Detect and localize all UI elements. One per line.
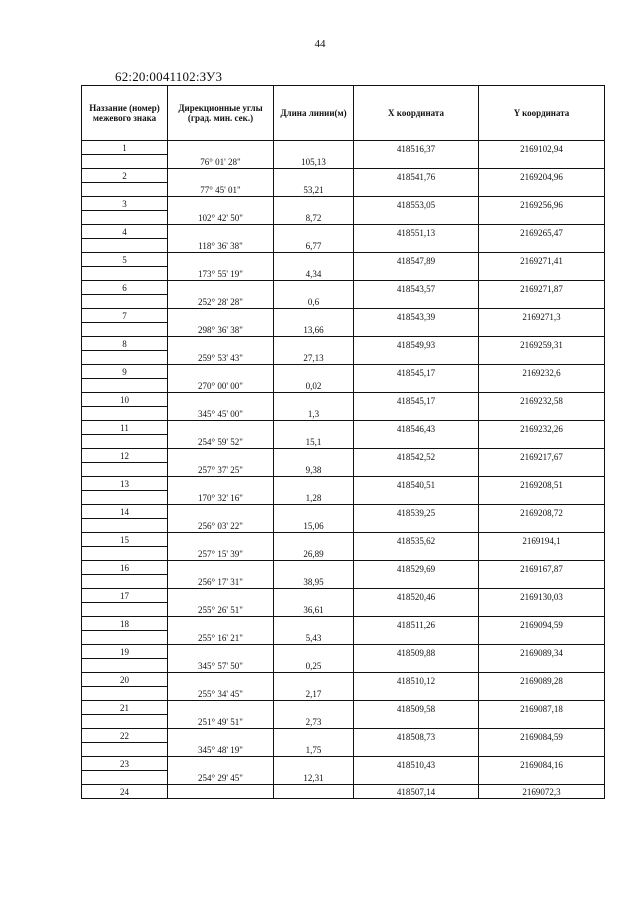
point-row	[82, 589, 605, 603]
segment-row	[82, 547, 605, 561]
segment-row	[82, 295, 605, 309]
empty-cell	[354, 603, 479, 617]
point-x-coordinate: 418549,93	[354, 337, 479, 351]
point-y-coordinate: 2169232,58	[479, 393, 605, 407]
segment-row	[82, 379, 605, 393]
segment-length: 0,25	[274, 659, 354, 673]
empty-cell	[82, 239, 168, 253]
point-x-coordinate: 418543,57	[354, 281, 479, 295]
point-y-coordinate: 2169084,16	[479, 757, 605, 771]
empty-cell	[354, 295, 479, 309]
point-y-coordinate: 2169089,34	[479, 645, 605, 659]
segment-direction-angle: 257° 15' 39"	[168, 547, 274, 561]
empty-cell	[274, 169, 354, 183]
empty-cell	[479, 519, 605, 533]
plot-cadastral-id: 62:20:0041102:ЗУ3	[115, 69, 223, 84]
point-x-coordinate: 418540,51	[354, 477, 479, 491]
segment-length: 1,75	[274, 743, 354, 757]
segment-length: 0,6	[274, 295, 354, 309]
segment-direction-angle: 251° 49' 51"	[168, 715, 274, 729]
empty-cell	[82, 715, 168, 729]
empty-cell	[274, 337, 354, 351]
point-y-coordinate: 2169217,67	[479, 449, 605, 463]
point-row	[82, 673, 605, 687]
segment-length: 2,17	[274, 687, 354, 701]
header-direction-angle: Дирекционные углы (град. мин. сек.)	[168, 86, 274, 141]
empty-cell	[274, 785, 354, 799]
empty-cell	[479, 603, 605, 617]
empty-cell	[354, 743, 479, 757]
empty-cell	[354, 547, 479, 561]
point-y-coordinate: 2169089,28	[479, 673, 605, 687]
empty-cell	[168, 561, 274, 575]
point-row	[82, 253, 605, 267]
empty-cell	[274, 393, 354, 407]
point-x-coordinate: 418529,69	[354, 561, 479, 575]
point-x-coordinate: 418543,39	[354, 309, 479, 323]
segment-row	[82, 183, 605, 197]
point-number: 7	[82, 309, 168, 323]
point-row	[82, 757, 605, 771]
empty-cell	[168, 365, 274, 379]
empty-cell	[82, 407, 168, 421]
point-row	[82, 281, 605, 295]
point-y-coordinate: 2169208,72	[479, 505, 605, 519]
empty-cell	[354, 379, 479, 393]
point-y-coordinate: 2169072,3	[479, 785, 605, 799]
segment-direction-angle: 345° 48' 19"	[168, 743, 274, 757]
empty-cell	[354, 239, 479, 253]
empty-cell	[82, 519, 168, 533]
point-number: 17	[82, 589, 168, 603]
empty-cell	[82, 575, 168, 589]
empty-cell	[274, 141, 354, 155]
point-row	[82, 393, 605, 407]
empty-cell	[168, 757, 274, 771]
empty-cell	[274, 281, 354, 295]
empty-cell	[274, 197, 354, 211]
segment-direction-angle: 76° 01' 28"	[168, 155, 274, 169]
point-row	[82, 365, 605, 379]
point-number: 3	[82, 197, 168, 211]
page-number: 44	[314, 38, 326, 50]
point-y-coordinate: 2169271,87	[479, 281, 605, 295]
segment-row	[82, 463, 605, 477]
empty-cell	[274, 225, 354, 239]
empty-cell	[168, 197, 274, 211]
point-row	[82, 197, 605, 211]
point-x-coordinate: 418511,26	[354, 617, 479, 631]
segment-length: 13,66	[274, 323, 354, 337]
point-number: 20	[82, 673, 168, 687]
segment-row	[82, 211, 605, 225]
empty-cell	[274, 505, 354, 519]
segment-direction-angle: 252° 28' 28"	[168, 295, 274, 309]
point-x-coordinate: 418545,17	[354, 365, 479, 379]
empty-cell	[479, 631, 605, 645]
empty-cell	[82, 771, 168, 785]
segment-row	[82, 743, 605, 757]
empty-cell	[274, 701, 354, 715]
empty-cell	[82, 351, 168, 365]
empty-cell	[274, 757, 354, 771]
empty-cell	[274, 365, 354, 379]
empty-cell	[479, 155, 605, 169]
point-x-coordinate: 418547,89	[354, 253, 479, 267]
segment-row	[82, 155, 605, 169]
empty-cell	[274, 617, 354, 631]
empty-cell	[479, 407, 605, 421]
point-row	[82, 729, 605, 743]
point-x-coordinate: 418545,17	[354, 393, 479, 407]
empty-cell	[354, 267, 479, 281]
segment-length: 105,13	[274, 155, 354, 169]
segment-row	[82, 351, 605, 365]
segment-direction-angle: 255° 16' 21"	[168, 631, 274, 645]
segment-direction-angle: 102° 42' 50"	[168, 211, 274, 225]
segment-direction-angle: 255° 26' 51"	[168, 603, 274, 617]
point-y-coordinate: 2169167,87	[479, 561, 605, 575]
empty-cell	[274, 645, 354, 659]
point-x-coordinate: 418509,58	[354, 701, 479, 715]
point-number: 8	[82, 337, 168, 351]
empty-cell	[479, 687, 605, 701]
point-y-coordinate: 2169102,94	[479, 141, 605, 155]
point-x-coordinate: 418507,14	[354, 785, 479, 799]
empty-cell	[168, 449, 274, 463]
point-row	[82, 617, 605, 631]
empty-cell	[82, 267, 168, 281]
empty-cell	[354, 687, 479, 701]
segment-direction-angle: 259° 53' 43"	[168, 351, 274, 365]
empty-cell	[274, 421, 354, 435]
segment-direction-angle: 345° 45' 00"	[168, 407, 274, 421]
point-x-coordinate: 418546,43	[354, 421, 479, 435]
empty-cell	[479, 295, 605, 309]
segment-length: 15,06	[274, 519, 354, 533]
empty-cell	[354, 407, 479, 421]
empty-cell	[354, 631, 479, 645]
segment-row	[82, 435, 605, 449]
point-row	[82, 785, 605, 799]
empty-cell	[354, 575, 479, 589]
empty-cell	[168, 729, 274, 743]
point-row	[82, 421, 605, 435]
empty-cell	[82, 659, 168, 673]
empty-cell	[82, 379, 168, 393]
point-x-coordinate: 418508,73	[354, 729, 479, 743]
empty-cell	[479, 267, 605, 281]
point-number: 23	[82, 757, 168, 771]
table-body	[82, 141, 605, 799]
empty-cell	[354, 351, 479, 365]
empty-cell	[354, 491, 479, 505]
point-row	[82, 533, 605, 547]
point-y-coordinate: 2169084,59	[479, 729, 605, 743]
segment-length: 15,1	[274, 435, 354, 449]
point-row	[82, 701, 605, 715]
point-number: 19	[82, 645, 168, 659]
segment-length: 5,43	[274, 631, 354, 645]
empty-cell	[479, 239, 605, 253]
point-y-coordinate: 2169271,41	[479, 253, 605, 267]
empty-cell	[274, 449, 354, 463]
empty-cell	[168, 169, 274, 183]
point-number: 9	[82, 365, 168, 379]
empty-cell	[274, 561, 354, 575]
empty-cell	[479, 743, 605, 757]
empty-cell	[168, 141, 274, 155]
empty-cell	[168, 477, 274, 491]
empty-cell	[82, 491, 168, 505]
empty-cell	[82, 463, 168, 477]
segment-direction-angle: 298° 36' 38"	[168, 323, 274, 337]
point-x-coordinate: 418542,52	[354, 449, 479, 463]
point-y-coordinate: 2169259,31	[479, 337, 605, 351]
segment-length: 38,95	[274, 575, 354, 589]
point-x-coordinate: 418509,88	[354, 645, 479, 659]
segment-direction-angle: 173° 55' 19"	[168, 267, 274, 281]
empty-cell	[168, 393, 274, 407]
segment-row	[82, 771, 605, 785]
segment-length: 6,77	[274, 239, 354, 253]
empty-cell	[168, 589, 274, 603]
point-row	[82, 309, 605, 323]
empty-cell	[354, 435, 479, 449]
empty-cell	[274, 729, 354, 743]
point-x-coordinate: 418551,13	[354, 225, 479, 239]
point-row	[82, 477, 605, 491]
empty-cell	[168, 617, 274, 631]
empty-cell	[274, 533, 354, 547]
point-y-coordinate: 2169194,1	[479, 533, 605, 547]
segment-length: 12,31	[274, 771, 354, 785]
point-number: 24	[82, 785, 168, 799]
empty-cell	[479, 183, 605, 197]
empty-cell	[82, 743, 168, 757]
point-y-coordinate: 2169271,3	[479, 309, 605, 323]
segment-length: 0,02	[274, 379, 354, 393]
empty-cell	[274, 309, 354, 323]
point-number: 22	[82, 729, 168, 743]
header-point-name: Наззание (номер) межевого знака	[82, 86, 168, 141]
point-row	[82, 141, 605, 155]
header-y-coordinate: Y координата	[479, 86, 605, 141]
table-header-row	[82, 86, 605, 141]
empty-cell	[479, 211, 605, 225]
point-number: 21	[82, 701, 168, 715]
segment-length: 1,28	[274, 491, 354, 505]
segment-length: 36,61	[274, 603, 354, 617]
point-y-coordinate: 2169208,51	[479, 477, 605, 491]
point-y-coordinate: 2169232,26	[479, 421, 605, 435]
segment-row	[82, 407, 605, 421]
empty-cell	[168, 533, 274, 547]
empty-cell	[479, 463, 605, 477]
segment-length: 9,38	[274, 463, 354, 477]
point-row	[82, 169, 605, 183]
point-y-coordinate: 2169204,96	[479, 169, 605, 183]
empty-cell	[82, 435, 168, 449]
segment-direction-angle: 257° 37' 25"	[168, 463, 274, 477]
empty-cell	[168, 281, 274, 295]
segment-row	[82, 575, 605, 589]
header-x-coordinate: X координата	[354, 86, 479, 141]
point-number: 14	[82, 505, 168, 519]
empty-cell	[82, 323, 168, 337]
point-x-coordinate: 418535,62	[354, 533, 479, 547]
empty-cell	[354, 155, 479, 169]
empty-cell	[168, 337, 274, 351]
point-y-coordinate: 2169256,96	[479, 197, 605, 211]
empty-cell	[354, 771, 479, 785]
empty-cell	[354, 715, 479, 729]
header-line-length: Длина линии(м)	[274, 86, 354, 141]
empty-cell	[168, 785, 274, 799]
point-row	[82, 337, 605, 351]
empty-cell	[354, 659, 479, 673]
empty-cell	[479, 351, 605, 365]
point-number: 13	[82, 477, 168, 491]
point-number: 1	[82, 141, 168, 155]
empty-cell	[479, 715, 605, 729]
empty-cell	[168, 225, 274, 239]
empty-cell	[274, 673, 354, 687]
empty-cell	[168, 645, 274, 659]
empty-cell	[274, 477, 354, 491]
point-x-coordinate: 418510,12	[354, 673, 479, 687]
empty-cell	[479, 547, 605, 561]
point-row	[82, 561, 605, 575]
segment-length: 2,73	[274, 715, 354, 729]
segment-direction-angle: 256° 17' 31"	[168, 575, 274, 589]
segment-length: 53,21	[274, 183, 354, 197]
segment-direction-angle: 254° 59' 52"	[168, 435, 274, 449]
point-number: 16	[82, 561, 168, 575]
segment-direction-angle: 254° 29' 45"	[168, 771, 274, 785]
empty-cell	[82, 155, 168, 169]
segment-direction-angle: 77° 45' 01"	[168, 183, 274, 197]
point-y-coordinate: 2169232,6	[479, 365, 605, 379]
empty-cell	[354, 211, 479, 225]
point-number: 2	[82, 169, 168, 183]
segment-row	[82, 659, 605, 673]
empty-cell	[479, 575, 605, 589]
segment-length: 26,89	[274, 547, 354, 561]
empty-cell	[479, 379, 605, 393]
segment-direction-angle: 345° 57' 50"	[168, 659, 274, 673]
segment-direction-angle: 170° 32' 16"	[168, 491, 274, 505]
point-y-coordinate: 2169265,47	[479, 225, 605, 239]
segment-direction-angle: 256° 03' 22"	[168, 519, 274, 533]
segment-row	[82, 603, 605, 617]
point-number: 6	[82, 281, 168, 295]
segment-row	[82, 687, 605, 701]
segment-row	[82, 239, 605, 253]
point-number: 10	[82, 393, 168, 407]
point-y-coordinate: 2169087,18	[479, 701, 605, 715]
empty-cell	[82, 547, 168, 561]
segment-row	[82, 491, 605, 505]
empty-cell	[168, 505, 274, 519]
point-number: 18	[82, 617, 168, 631]
segment-direction-angle: 118° 36' 38"	[168, 239, 274, 253]
empty-cell	[354, 323, 479, 337]
empty-cell	[354, 519, 479, 533]
empty-cell	[479, 323, 605, 337]
empty-cell	[479, 435, 605, 449]
point-x-coordinate: 418510,43	[354, 757, 479, 771]
point-x-coordinate: 418516,37	[354, 141, 479, 155]
empty-cell	[479, 771, 605, 785]
segment-length: 1,3	[274, 407, 354, 421]
empty-cell	[82, 183, 168, 197]
empty-cell	[168, 309, 274, 323]
point-number: 5	[82, 253, 168, 267]
segment-row	[82, 323, 605, 337]
empty-cell	[168, 701, 274, 715]
point-number: 4	[82, 225, 168, 239]
point-number: 15	[82, 533, 168, 547]
empty-cell	[274, 253, 354, 267]
segment-direction-angle: 255° 34' 45"	[168, 687, 274, 701]
point-row	[82, 449, 605, 463]
point-number: 12	[82, 449, 168, 463]
empty-cell	[354, 463, 479, 477]
segment-length: 8,72	[274, 211, 354, 225]
coordinates-table	[81, 85, 605, 799]
empty-cell	[82, 603, 168, 617]
segment-row	[82, 519, 605, 533]
segment-length: 27,13	[274, 351, 354, 365]
segment-row	[82, 267, 605, 281]
empty-cell	[479, 491, 605, 505]
segment-length: 4,34	[274, 267, 354, 281]
point-row	[82, 225, 605, 239]
point-x-coordinate: 418553,05	[354, 197, 479, 211]
empty-cell	[168, 253, 274, 267]
empty-cell	[354, 183, 479, 197]
point-y-coordinate: 2169094,59	[479, 617, 605, 631]
empty-cell	[82, 211, 168, 225]
segment-row	[82, 715, 605, 729]
empty-cell	[82, 687, 168, 701]
point-number: 11	[82, 421, 168, 435]
empty-cell	[82, 631, 168, 645]
point-row	[82, 505, 605, 519]
empty-cell	[168, 673, 274, 687]
point-x-coordinate: 418520,46	[354, 589, 479, 603]
point-x-coordinate: 418541,76	[354, 169, 479, 183]
empty-cell	[82, 295, 168, 309]
segment-direction-angle: 270° 00' 00"	[168, 379, 274, 393]
point-y-coordinate: 2169130,03	[479, 589, 605, 603]
point-row	[82, 645, 605, 659]
point-x-coordinate: 418539,25	[354, 505, 479, 519]
empty-cell	[168, 421, 274, 435]
segment-row	[82, 631, 605, 645]
empty-cell	[274, 589, 354, 603]
empty-cell	[479, 659, 605, 673]
